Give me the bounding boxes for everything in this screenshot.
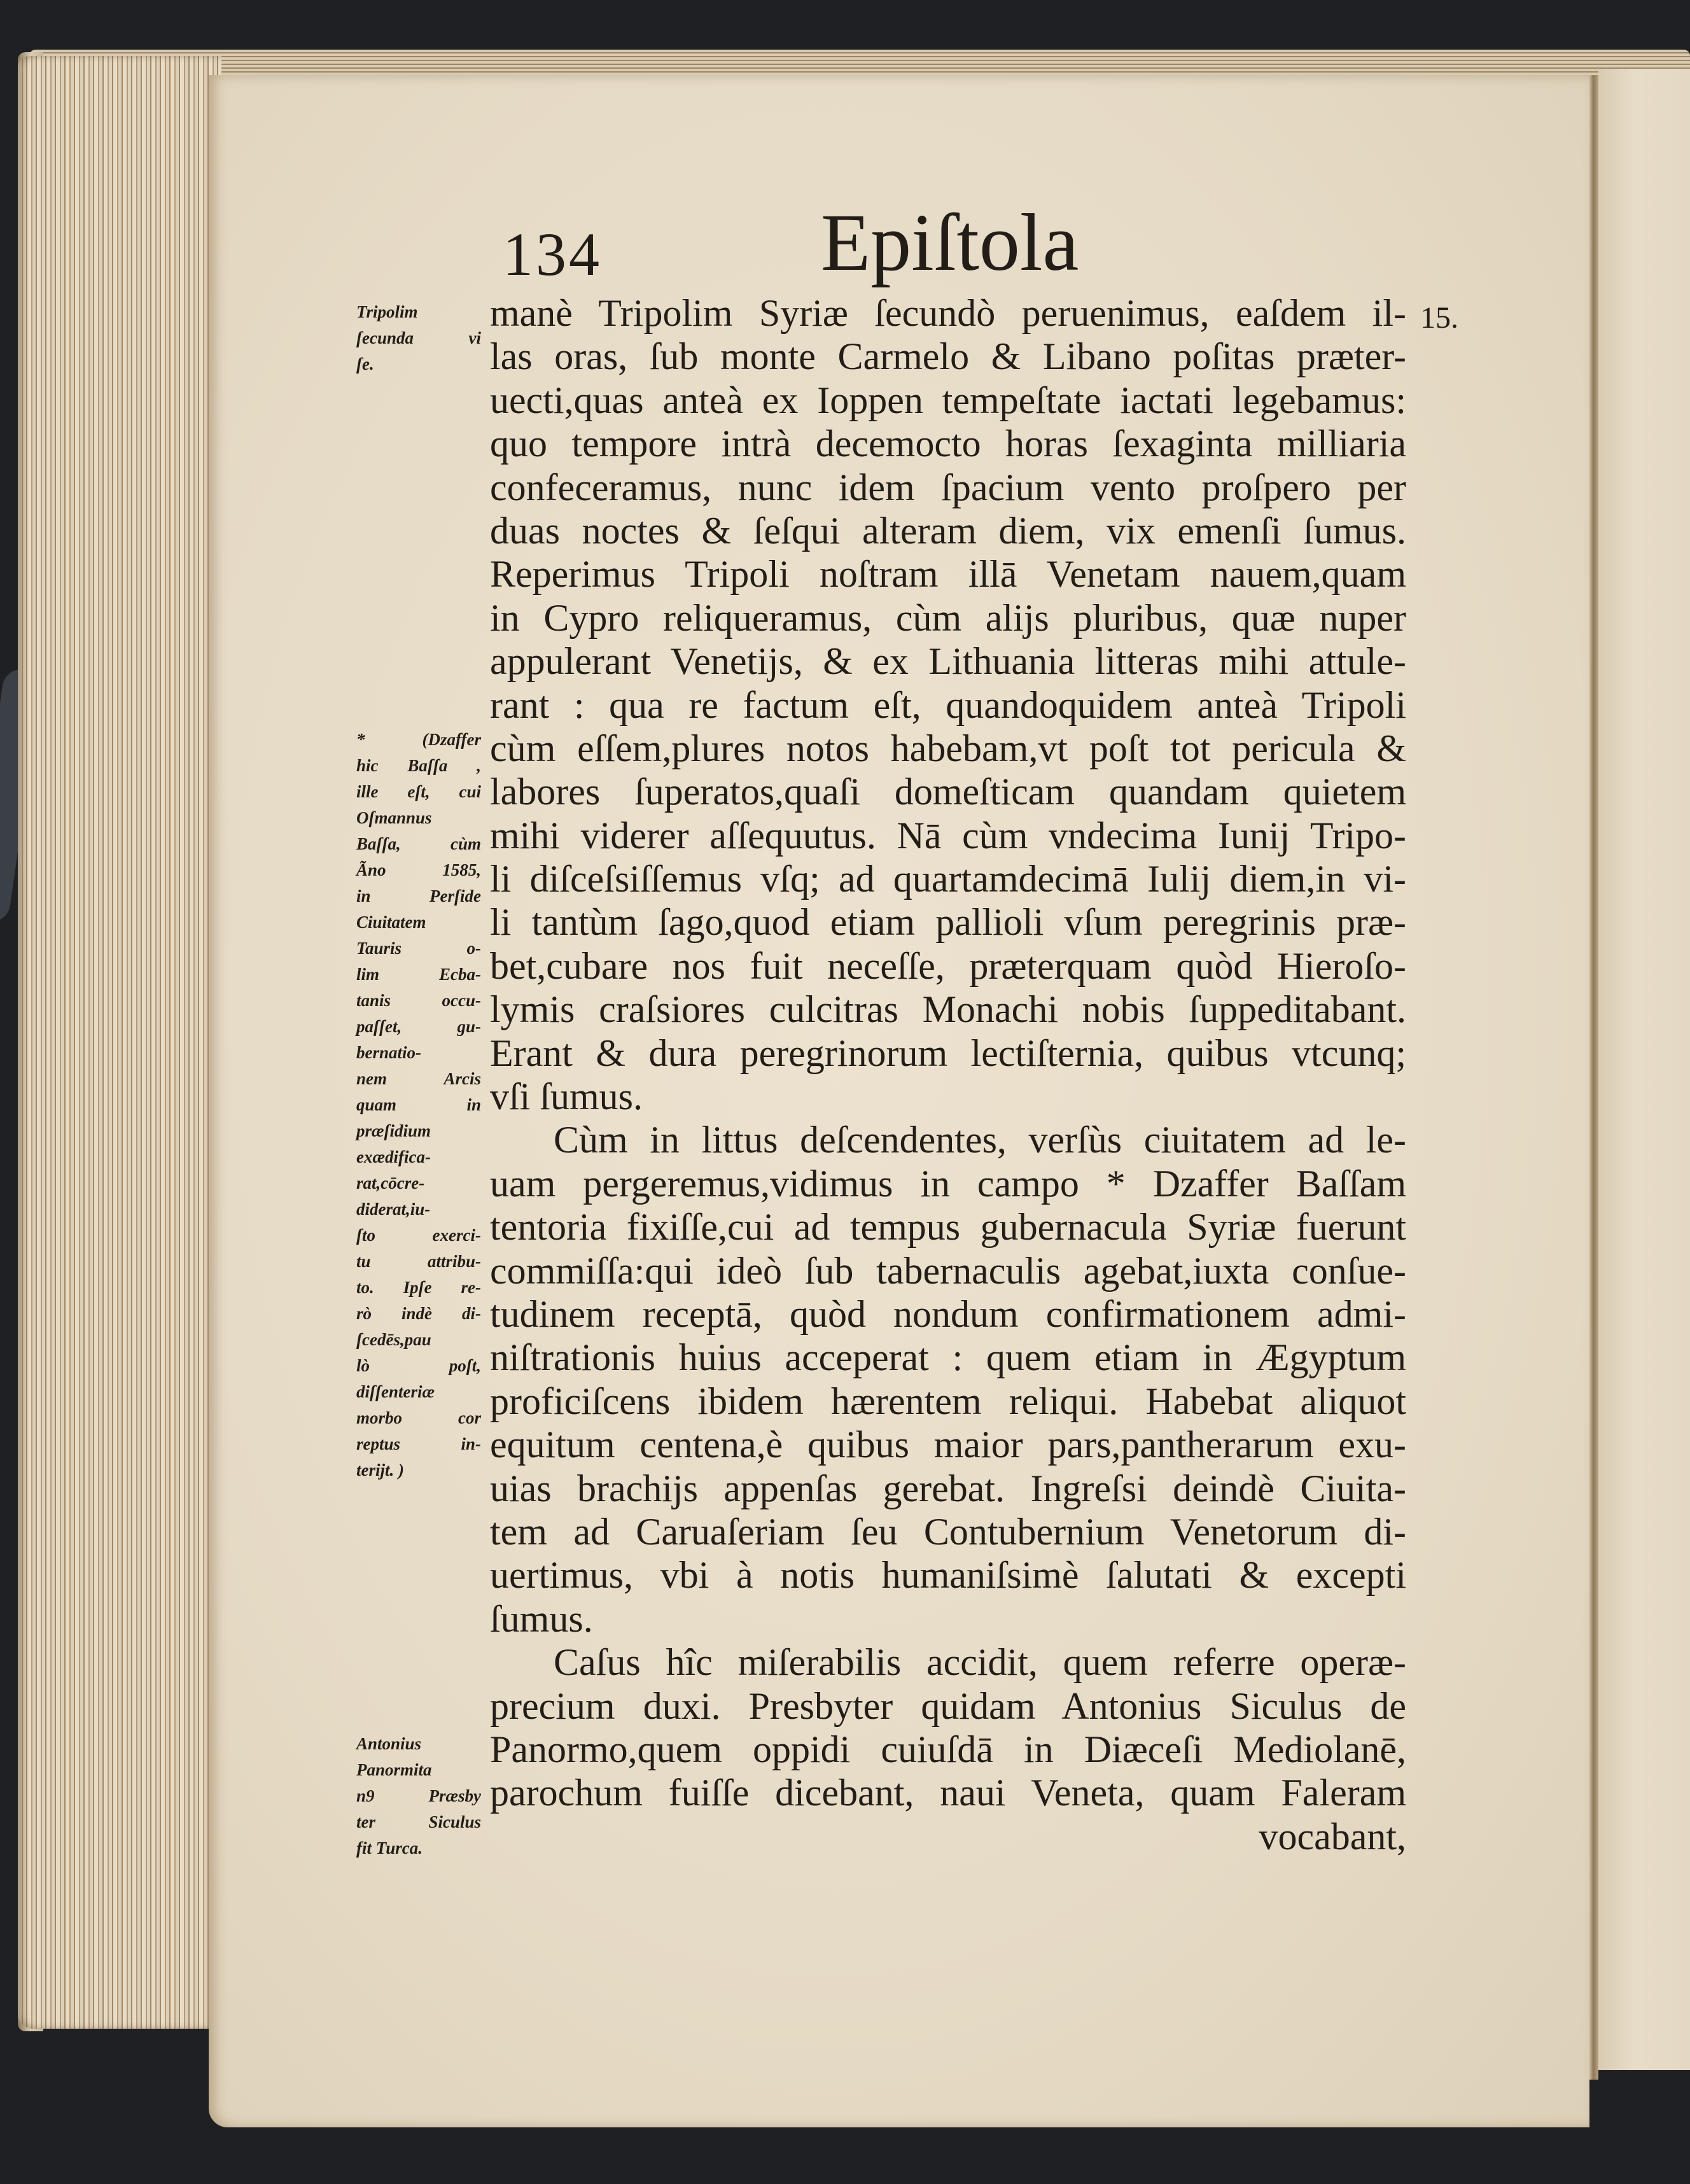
- text-line: precium duxi. Presbyter quidam Antonius Siculus de: [490, 1684, 1406, 1727]
- text-line: confeceramus, nunc idem ſpacium vento proſpero per: [490, 466, 1406, 508]
- text-line: in Cypro reliqueramus, cùm alijs pluribus, quæ nuper: [490, 596, 1406, 639]
- text-line: Cùm in littus deſcendentes, verſùs ciuitatem ad le-: [554, 1119, 1406, 1161]
- margin-note-line: to. Ipſe re-: [356, 1278, 481, 1297]
- text-line: appulerant Venetijs, & ex Lithuania litteras mihi attule-: [490, 640, 1406, 683]
- text-line: li tantùm ſago,quod etiam pallioli vſum peregrinis præ-: [490, 901, 1406, 944]
- margin-note-line: morbo cor: [356, 1408, 481, 1427]
- text-line: uias brachijs appenſas gerebat. Ingreſsi deindè Ciuita-: [490, 1467, 1406, 1509]
- text-line: tentoria fixiſſe,cui ad tempus gubernacula Syriæ fuerunt: [490, 1206, 1406, 1249]
- margin-note-line: diderat,iu-: [356, 1200, 431, 1219]
- margin-note-line: ſcedēs,pau: [356, 1330, 431, 1349]
- text-line: ſumus.: [490, 1597, 593, 1640]
- text-line: proficiſcens ibidem hærentem reliqui. Habebat aliquot: [490, 1380, 1406, 1422]
- book-gutter: [1589, 75, 1598, 2080]
- text-line: commiſſa:qui ideò ſub tabernaculis agebat,iuxta conſue-: [490, 1249, 1406, 1292]
- text-line: lymis craſsiores culcitras Monachi nobis ſuppeditabant.: [490, 988, 1406, 1031]
- top-page-edges: [29, 50, 1690, 78]
- running-title: Epiſtola: [821, 197, 1079, 288]
- text-line: equitum centena,è quibus maior pars,pantherarum exu-: [490, 1424, 1406, 1466]
- text-line: manè Tripolim Syriæ ſecundò peruenimus, eaſdem il-: [490, 292, 1406, 334]
- stacked-page-edges: [18, 56, 221, 2029]
- margin-note-line: bernatio-: [356, 1043, 422, 1062]
- margin-note-line: reptus in-: [356, 1434, 481, 1453]
- margin-note-line: Baſſa, cùm: [356, 834, 481, 853]
- margin-note-line: Antonius: [356, 1734, 422, 1753]
- margin-note-line: Tauris o-: [356, 939, 481, 958]
- signature-mark: 15.: [1420, 301, 1458, 335]
- text-line: mihi viderer aſſequutus. Nā cùm vndecima Iunij Tripo-: [490, 814, 1406, 857]
- main-text: [490, 291, 1406, 1858]
- margin-note-line: tu attribu-: [356, 1252, 481, 1271]
- text-line: Caſus hîc miſerabilis accidit, quem referre operæ-: [554, 1641, 1406, 1684]
- text-line: tem ad Caruaſeriam ſeu Contubernium Venetorum di-: [490, 1510, 1406, 1553]
- margin-note-line: lim Ecba-: [356, 965, 481, 984]
- margin-note-line: rò indè di-: [356, 1304, 481, 1323]
- text-line: duas noctes & ſeſqui alteram diem, vix emenſi ſumus.: [490, 509, 1406, 552]
- right-page-sliver: [1598, 69, 1690, 2070]
- margin-note-line: diſſenteriæ: [356, 1382, 435, 1401]
- margin-note-line: in Perſide: [356, 886, 481, 906]
- margin-note-line: rat,cōcre-: [356, 1173, 425, 1193]
- margin-note-line: ſe.: [356, 354, 374, 374]
- page-number: 134: [503, 220, 602, 288]
- margin-note-line: exædifica-: [356, 1147, 431, 1166]
- text-line: parochum fuiſſe dicebant, naui Veneta, quam Faleram: [490, 1772, 1406, 1814]
- margin-note-line: præſidium: [356, 1121, 431, 1140]
- margin-note-antonius: [356, 1731, 481, 1861]
- margin-note-line: Tripolim: [356, 302, 418, 321]
- margin-note-line: lò poſt,: [356, 1356, 481, 1375]
- margin-note-line: terijt. ): [356, 1460, 404, 1480]
- text-line: labores ſuperatos,quaſi domeſticam quandam quietem: [490, 771, 1406, 813]
- margin-note-line: ille eſt, cui: [356, 782, 481, 801]
- margin-note-line: tanis occu-: [356, 991, 481, 1010]
- text-line: quo tempore intrà decemocto horas ſexaginta milliaria: [490, 423, 1406, 465]
- margin-note-line: n9 Præsby: [356, 1786, 481, 1805]
- text-line: rant : qua re factum eſt, quandoquidem anteà Tripoli: [490, 683, 1406, 726]
- margin-note-line: fit Turca.: [356, 1838, 422, 1858]
- text-line: uam pergeremus,vidimus in campo * Dzaffer Baſſam: [490, 1162, 1406, 1205]
- text-line: Reperimus Tripoli noſtram illā Venetam nauem,quam: [490, 553, 1406, 596]
- margin-note-line: hic Baſſa ,: [356, 756, 481, 775]
- margin-note-line: ſto exerci-: [356, 1226, 481, 1245]
- margin-note-line: ſecunda vi: [356, 328, 481, 347]
- margin-note-line: ter Siculus: [356, 1812, 481, 1831]
- margin-note-line: nem Arcis: [356, 1069, 481, 1088]
- margin-note-line: Oſmannus: [356, 808, 432, 827]
- text-line: tudinem receptā, quòd nondum confirmationem admi-: [490, 1292, 1406, 1335]
- margin-note-line: quam in: [356, 1095, 481, 1114]
- margin-note-tripolim: [356, 299, 481, 377]
- text-line: uertimus, vbi à notis humaniſsimè ſalutati & excepti: [490, 1554, 1406, 1597]
- margin-note-dzaffer: [356, 727, 481, 1483]
- margin-note-line: Panormita: [356, 1760, 432, 1779]
- margin-note-line: paſſet, gu-: [356, 1017, 481, 1036]
- text-line: vocabant,: [1259, 1815, 1406, 1858]
- text-line: Panormo,quem oppidi cuiuſdā in Diæceſi Mediolanē,: [490, 1728, 1406, 1770]
- margin-note-line: * (Dzaffer: [356, 730, 481, 749]
- text-line: Erant & dura peregrinorum lectiſternia, quibus vtcunq;: [490, 1032, 1406, 1074]
- text-line: niſtrationis huius acceperat : quem etiam in Ægyptum: [490, 1336, 1406, 1379]
- text-line: vſi ſumus.: [490, 1075, 643, 1118]
- margin-note-line: Ciuitatem: [356, 913, 426, 932]
- text-line: li diſceſsiſſemus vſq; ad quartamdecimā Iulij diem,in vi-: [490, 858, 1406, 900]
- text-line: bet,cubare nos fuit neceſſe, præterquam quòd Hieroſo-: [490, 944, 1406, 987]
- text-line: cùm eſſem,plures notos habebam,vt poſt tot pericula &: [490, 727, 1406, 769]
- text-line: uecti,quas anteà ex Ioppen tempeſtate iactati legebamus:: [490, 379, 1406, 421]
- margin-note-line: Ãno 1585,: [356, 860, 481, 879]
- text-line: las oras, ſub monte Carmelo & Libano poſitas præter-: [490, 335, 1406, 378]
